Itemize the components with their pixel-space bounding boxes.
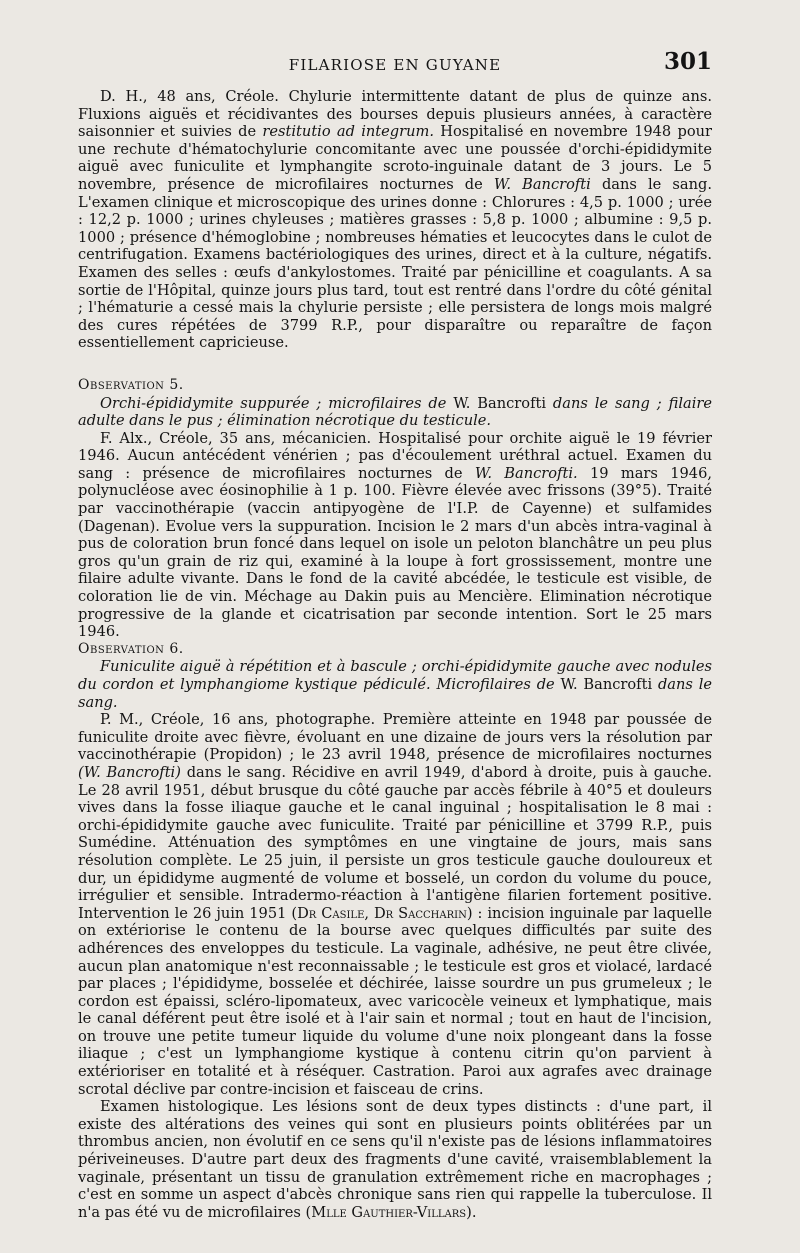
- observation-6-heading: Observation 6.: [78, 640, 184, 657]
- obs6-case-species: (W. Bancrofti): [78, 763, 181, 781]
- case-dh-text-2: Hospitalisé en novembre 1948 pour une rechute d'hématochylurie concomitante avec une poussée d'orchi-épididymite aiguë avec funiculite et lymphangite scroto-inguinale datant de 3 jours. Le 5 novembre, présence de microfilaires nocturnes de: [78, 123, 712, 193]
- obs6-summary-a: Funiculite aiguë à répétition et à bascule ; orchi-épididymite gauche avec nodules du cordon et lymphangiome kystique pédiculé. Microfilaires de: [78, 658, 712, 693]
- case-dh-paragraph: [78, 88, 712, 352]
- page-number: 301: [663, 48, 712, 75]
- observation-5-summary: [78, 395, 712, 430]
- obs5-case-a: F. Alx., Créole, 35 ans, mécanicien. Hospitalisé pour orchite aiguë le 19 février 1946. Aucun antécédent vénérien ; pas d'écoulement uréthral actuel. Examen du sang : présence de microfilaires nocturnes de: [78, 429, 712, 482]
- observation-6-case: [78, 711, 712, 1098]
- histology-paragraph: [78, 1098, 712, 1221]
- histology-end: ).: [466, 1203, 477, 1221]
- running-title: FILARIOSE EN GUYANE: [288, 56, 502, 74]
- obs6-case-c: dans le sang. Récidive en avril 1949, d'abord à droite, puis à gauche. Le 28 avril 1951, début brusque du côté gauche par accès fébrile à 40°5 et douleurs vives dans la fosse iliaque gauche et le canal inguinal ; hospitalisation le 8 mai : orchi-épididymite gauche avec funiculite. Traité par pénicilline et 3799 R.P., puis Sumédine. Atténuation des symptômes en une vingtaine de jours, mais sans résolution complète. Le 25 juin, il persiste un gros testicule gauche douloureux et dur, un épididyme augmenté de volume et bosselé, un cordon du volume du pouce, irrégulier et sensible. Intradermo-réaction à l'antigène filarien fortement positive. Intervention le 26 juin 1951 (: [78, 763, 712, 922]
- obs6-case-a: P. M., Créole, 16 ans, photographe. Première atteinte en 1948 par poussée de funiculite droite avec fièvre, évoluant en une dizaine de jours vers la résolution par vaccinothérapie (Propidon) ; le 23 avril 1948, présence de microfilaires nocturnes: [78, 711, 712, 764]
- histology-author: Mlle Gauthier-Villars: [311, 1203, 467, 1221]
- obs5-case-c: 19 mars 1946, polynucléose avec éosinophilie à 1 p. 100. Fièvre élevée avec frissons (39°5). Traité par vaccinothérapie (vaccin antipyogène de l'I.P. de Cayenne) et sulfamides (Dagenan). Evolue vers la suppuration. Incision le 2 mars d'un abcès intra-vaginal à pus de coloration brun foncé dans lequel on isole un peloton blanchâtre un peu plus gros qu'un grain de riz qui, examiné à la loupe à fort grossissement, montre une filaire adulte vivante. Dans le fond de la cavité abcédée, le testicule est visible, de coloration lie de vin. Méchage au Dakin puis au Mencière. Elimination nécrotique progressive de la glande et cicatrisation par seconde intention. Sort le 25 mars 1946.: [78, 464, 712, 641]
- case-dh-text-3: dans le sang. L'examen clinique et microscopique des urines donne : Chlorures : 4,5 p. 1000 ; urée : 12,2 p. 1000 ; urines chyleuses ; matières grasses : 5,8 p. 1000 ; albumine : 9,5 p. 1000 ; présence d'hémoglobine ; nombreuses hématies et leucocytes dans le culot de centrifugation. Examens bactériologiques des urines, direct et à la culture, négatifs. Examen des selles : œufs d'ankylostomes. Traité par pénicilline et coagulants. A sa sortie de l'Hôpital, quinze jours plus tard, tout est rentré dans l'ordre du côté génital ; l'hématurie a cessé mais la chylurie persiste ; elle persistera de longs mois malgré des cures répétées de 3799 R.P., pour disparaître ou reparaître de façon essentiellement capricieuse.: [78, 175, 712, 352]
- observation-6-summary: [78, 658, 712, 711]
- case-dh-latin-phrase: restitutio ad integrum.: [262, 123, 435, 141]
- obs5-case-species: W. Bancrofti.: [474, 464, 578, 482]
- obs6-summary-c: dans le sang.: [78, 676, 712, 711]
- obs5-summary-a: Orchi-épididymite suppurée ; microfilaires de: [100, 394, 454, 412]
- histology-text: Examen histologique. Les lésions sont de deux types distincts : d'une part, il existe des altérations des veines qui sont en plusieurs points oblitérées par un thrombus ancien, non évolutif en ce sens qu'il n'existe pas de lésions inflammatoires périveineuses. D'autre part deux des fragments d'une cavité, vraisemblablement la vaginale, présentant un tissu de granulation extrêmement riche en macrophages ; c'est en somme un aspect d'abcès chronique sans rien qui rappelle la tuberculose. Il n'a pas été vu de microfilaires (: [78, 1098, 712, 1221]
- observation-5-case: [78, 430, 712, 641]
- obs5-summary-c: dans le sang ; filaire adulte dans le pus ; élimination nécrotique du testicule.: [78, 394, 712, 430]
- observation-5-heading: Observation 5.: [78, 376, 184, 393]
- page-body: [78, 88, 712, 1221]
- case-dh-text-1: D. H., 48 ans, Créole. Chylurie intermittente datant de plus de quinze ans. Fluxions aiguës et récidivantes des bourses depuis plusieurs années, à caractère saisonnier et suivies de: [78, 88, 712, 141]
- page-header: [78, 48, 712, 88]
- obs6-case-e: ) : incision inguinale par laquelle on extériorise le contenu de la bourse avec quelques difficultés par suite des adhérences des enveloppes du testicule. La vaginale, adhésive, ne peut être clivée, aucun plan anatomique n'est reconnaissable ; le testicule est gros et violacé, lardacé par places ; l'épididyme, bosselée et déchirée, laisse sourdre un pus grumeleux ; le cordon est épaissi, scléro-lipomateux, avec varicocèle veineux et lymphatique, mais le canal déférent peut être isolé et à l'air sain et normal ; tout en haut de l'incision, on trouve une petite tumeur liquide du volume d'une noix plongeant dans la fosse iliaque ; c'est un lymphangiome kystique à contenu citrin qu'on parvient à extérioriser en totalité et à réséquer. Castration. Paroi aux agrafes avec drainage scrotal déclive par contre-incision et faisceau de crins.: [78, 904, 713, 1098]
- case-dh-species: W. Bancrofti: [493, 175, 591, 193]
- obs6-summary-species: W. Bancrofti: [560, 676, 653, 693]
- obs5-summary-species: W. Bancrofti: [453, 394, 546, 412]
- obs6-surgeons: Dr Casile, Dr Saccharin: [297, 904, 467, 922]
